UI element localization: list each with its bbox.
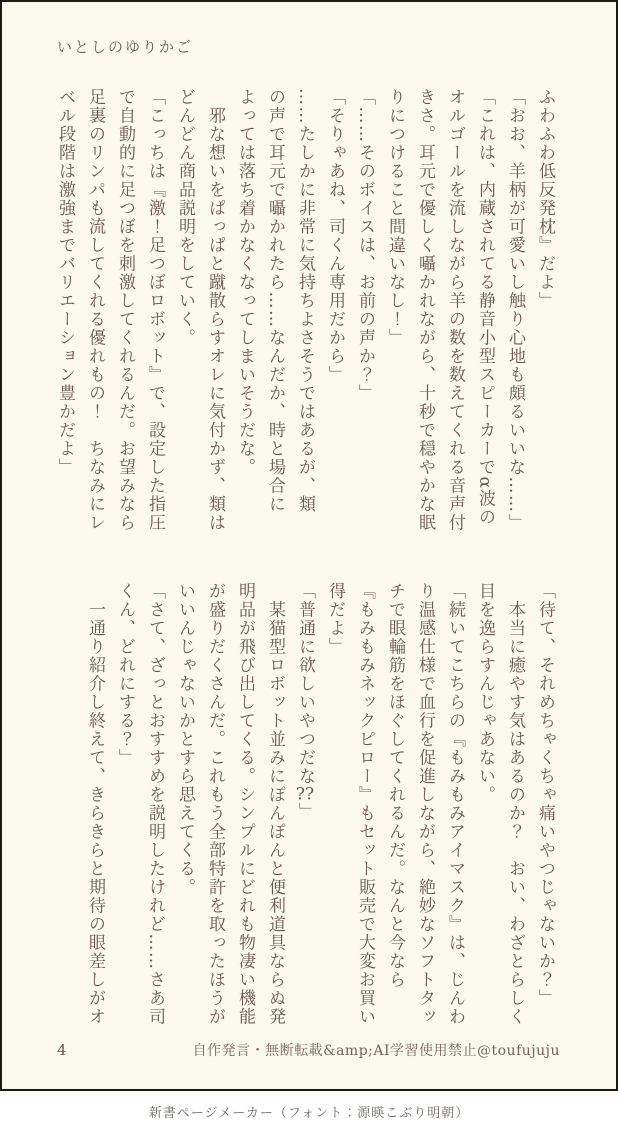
text-line: 明品が飛び出してくる。シンプルにどれも物凄い機能 bbox=[235, 582, 255, 1026]
text-line: きさ。耳元で優しく囁かれながら、十秒で穏やかな眠 bbox=[415, 88, 435, 532]
text-line: ベル段階は激強までバリエーション豊かだよ」 bbox=[55, 88, 75, 477]
text-line: 「そりゃあね、司くん専用だから」 bbox=[325, 88, 345, 384]
text-line: り温感仕様で血行を促進しながら、絶妙なソフトタッ bbox=[415, 582, 435, 1026]
text-line: 一通り紹介し終えて、きらきらと期待の眼差しがオ bbox=[85, 582, 105, 1026]
text-line: 邪な想いをぱっぱと蹴散らすオレに気付かず、類は bbox=[205, 88, 225, 532]
text-line: 『もみもみネックピロー』もセット販売で大変お買い bbox=[355, 582, 375, 1026]
text-line: くん、どれにする？」 bbox=[115, 582, 135, 767]
page-header-title: いとしのゆりかご bbox=[57, 38, 194, 56]
text-line: チで眼輪筋をほぐしてくれるんだ。なんと今なら bbox=[385, 582, 405, 989]
text-line: 足裏のリンパも流してくれる優れもの！ ちなみにレ bbox=[85, 88, 105, 532]
text-line: どんどん商品説明をしていく。 bbox=[175, 88, 195, 347]
vertical-text-block-bottom bbox=[80, 582, 560, 1034]
tate-chu-yoko: ?? bbox=[295, 785, 315, 803]
text-line: よっては落ち着かなくなってしまいそうだな。 bbox=[235, 88, 255, 477]
text-line: 某猫型ロボット並みにぽんぽんと便利道具ならぬ発 bbox=[265, 582, 285, 1026]
caption-strip bbox=[0, 1091, 618, 1132]
text-line: オルゴールを流しながら羊の数を数えてくれる音声付 bbox=[445, 88, 465, 532]
text-line: 「続いてこちらの『もみもみアイマスク』は、じんわ bbox=[445, 582, 465, 1026]
text-line: 「こっちは『激！足つぼロボット』で、設定した指圧 bbox=[145, 88, 165, 532]
text-line: 「これは、内蔵されてる静音小型スピーカーでα波の bbox=[475, 88, 495, 527]
text-line: ……たしかに非常に気持ちよさそうではあるが、類 bbox=[295, 88, 315, 514]
text-line: 「普通に欲しいやつだな??」 bbox=[295, 582, 315, 821]
text-line: 本当に癒やす気はあるのか？ おい、わざとらしく bbox=[505, 582, 525, 1026]
text-line: 目を逸らすんじゃあない。 bbox=[475, 582, 495, 804]
text-line: 「おお、羊柄が可愛いし触り心地も頗るいいな……」 bbox=[505, 88, 525, 532]
text-line: で自動的に足つぼを刺激してくれるんだ。お望みなら bbox=[115, 88, 135, 532]
text-line: 「さて、ざっとおすすめを説明したけれど……さあ司 bbox=[145, 582, 165, 1026]
text-line: 「……そのボイスは、お前の声か？」 bbox=[355, 88, 375, 403]
text-line: 「待て、それめちゃくちゃ痛いやつじゃないか？」 bbox=[535, 582, 555, 1008]
vertical-text-block-top bbox=[50, 88, 560, 540]
text-line: いいんじゃないかとすら思えてくる。 bbox=[175, 582, 195, 897]
generator-caption: 新書ページメーカー（フォント：源暎こぶり明朝） bbox=[148, 1106, 470, 1121]
page-footer bbox=[57, 1040, 560, 1060]
text-line: 得だよ」 bbox=[325, 582, 345, 656]
page-number: 4 bbox=[57, 1041, 67, 1059]
text-line: りにつけること間違いなし！」 bbox=[385, 88, 405, 347]
text-line: が盛りだくさんだ。これもう全部特許を取ったほうが bbox=[205, 582, 225, 1026]
text-line: ふわふわ低反発枕』だよ」 bbox=[535, 88, 555, 310]
text-line: の声で耳元で囁かれたら……なんだか、時と場合に bbox=[265, 88, 285, 514]
copyright-credit: 自作発言・無断転載&amp;AI学習使用禁止@toufujuju bbox=[192, 1043, 560, 1059]
